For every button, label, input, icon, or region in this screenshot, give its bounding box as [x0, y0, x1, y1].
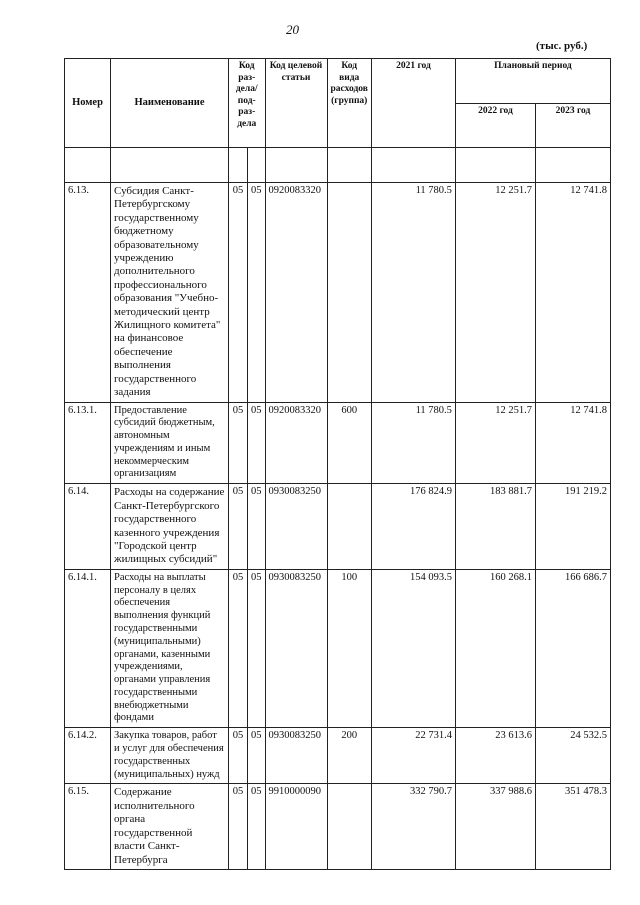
- row-section: 05: [229, 484, 248, 569]
- row-subsection: 05: [248, 784, 266, 869]
- row-expense-type: 600: [327, 402, 371, 484]
- row-target: 0920083320: [265, 183, 327, 403]
- row-2022: 337 988.6: [455, 784, 535, 869]
- row-name: Субсидия Санкт-Петербургскому государственному бюджетному образовательному учреждению дополнительного профессионального образования "Учебно-методический центр Жилищного комитета" на финансовое обеспечение выполнения государственного задания: [111, 183, 229, 403]
- row-subsection: 05: [248, 728, 266, 784]
- row-2023: 24 532.5: [535, 728, 610, 784]
- row-expense-type: [327, 484, 371, 569]
- row-2021: 176 824.9: [371, 484, 455, 569]
- row-section: 05: [229, 402, 248, 484]
- row-2022: 23 613.6: [455, 728, 535, 784]
- row-subsection: 05: [248, 402, 266, 484]
- row-2022: 183 881.7: [455, 484, 535, 569]
- row-2022: 12 251.7: [455, 183, 535, 403]
- row-target: 0920083320: [265, 402, 327, 484]
- row-2021: 11 780.5: [371, 183, 455, 403]
- row-2023: 166 686.7: [535, 569, 610, 728]
- page-number: 20: [286, 22, 299, 37]
- table-row: [65, 484, 611, 569]
- header-row: [65, 59, 611, 104]
- row-number: 6.15.: [65, 784, 111, 869]
- row-subsection: 05: [248, 484, 266, 569]
- row-2021: 154 093.5: [371, 569, 455, 728]
- row-2023: 191 219.2: [535, 484, 610, 569]
- row-number: 6.13.: [65, 183, 111, 403]
- table-row: [65, 183, 611, 403]
- row-expense-type: 100: [327, 569, 371, 728]
- row-number: 6.13.1.: [65, 402, 111, 484]
- row-name: Расходы на содержание Санкт-Петербургского государственного казенного учреждения "Городской центр жилищных субсидий": [111, 484, 229, 569]
- budget-table: [64, 58, 611, 870]
- row-section: 05: [229, 784, 248, 869]
- row-2021: 332 790.7: [371, 784, 455, 869]
- row-2021: 22 731.4: [371, 728, 455, 784]
- row-number: 6.14.2.: [65, 728, 111, 784]
- row-name: Предоставление субсидий бюджетным, автономным учреждениям и иным некоммерческим организациям: [111, 402, 229, 484]
- header-section-code: Код раз-дела/ под-раз-дела: [229, 59, 266, 148]
- row-expense-type: [327, 183, 371, 403]
- row-name: Расходы на выплаты персоналу в целях обеспечения выполнения функций государственными (муниципальными) органами, казенными учреждениями, органами управления государственными внебюджетными фондами: [111, 569, 229, 728]
- row-subsection: 05: [248, 569, 266, 728]
- row-2023: 351 478.3: [535, 784, 610, 869]
- row-target: 0930083250: [265, 569, 327, 728]
- row-name: Закупка товаров, работ и услуг для обеспечения государственных (муниципальных) нужд: [111, 728, 229, 784]
- row-subsection: 05: [248, 183, 266, 403]
- row-target: 0930083250: [265, 728, 327, 784]
- table-row: [65, 728, 611, 784]
- row-target: 0930083250: [265, 484, 327, 569]
- table-row: [65, 402, 611, 484]
- row-2023: 12 741.8: [535, 183, 610, 403]
- row-target: 9910000090: [265, 784, 327, 869]
- header-planned-period: Плановый период: [455, 59, 610, 104]
- row-2023: 12 741.8: [535, 402, 610, 484]
- header-2021: 2021 год: [371, 59, 455, 148]
- row-2022: 160 268.1: [455, 569, 535, 728]
- row-expense-type: 200: [327, 728, 371, 784]
- header-name: Наименование: [111, 59, 229, 148]
- header-expense-type: Код вида расходов (группа): [327, 59, 371, 148]
- row-2022: 12 251.7: [455, 402, 535, 484]
- spacer-row: [65, 148, 611, 183]
- row-section: 05: [229, 728, 248, 784]
- table-row: [65, 784, 611, 869]
- header-target-code: Код целевой статьи: [265, 59, 327, 148]
- row-number: 6.14.1.: [65, 569, 111, 728]
- header-number: Номер: [65, 59, 111, 148]
- row-section: 05: [229, 183, 248, 403]
- row-expense-type: [327, 784, 371, 869]
- row-2021: 11 780.5: [371, 402, 455, 484]
- table-row: [65, 569, 611, 728]
- header-2022: 2022 год: [455, 103, 535, 148]
- row-section: 05: [229, 569, 248, 728]
- units-label: (тыс. руб.): [536, 40, 588, 52]
- row-number: 6.14.: [65, 484, 111, 569]
- header-2023: 2023 год: [535, 103, 610, 148]
- row-name: Содержание исполнительного органа государственной власти Санкт-Петербурга: [111, 784, 229, 869]
